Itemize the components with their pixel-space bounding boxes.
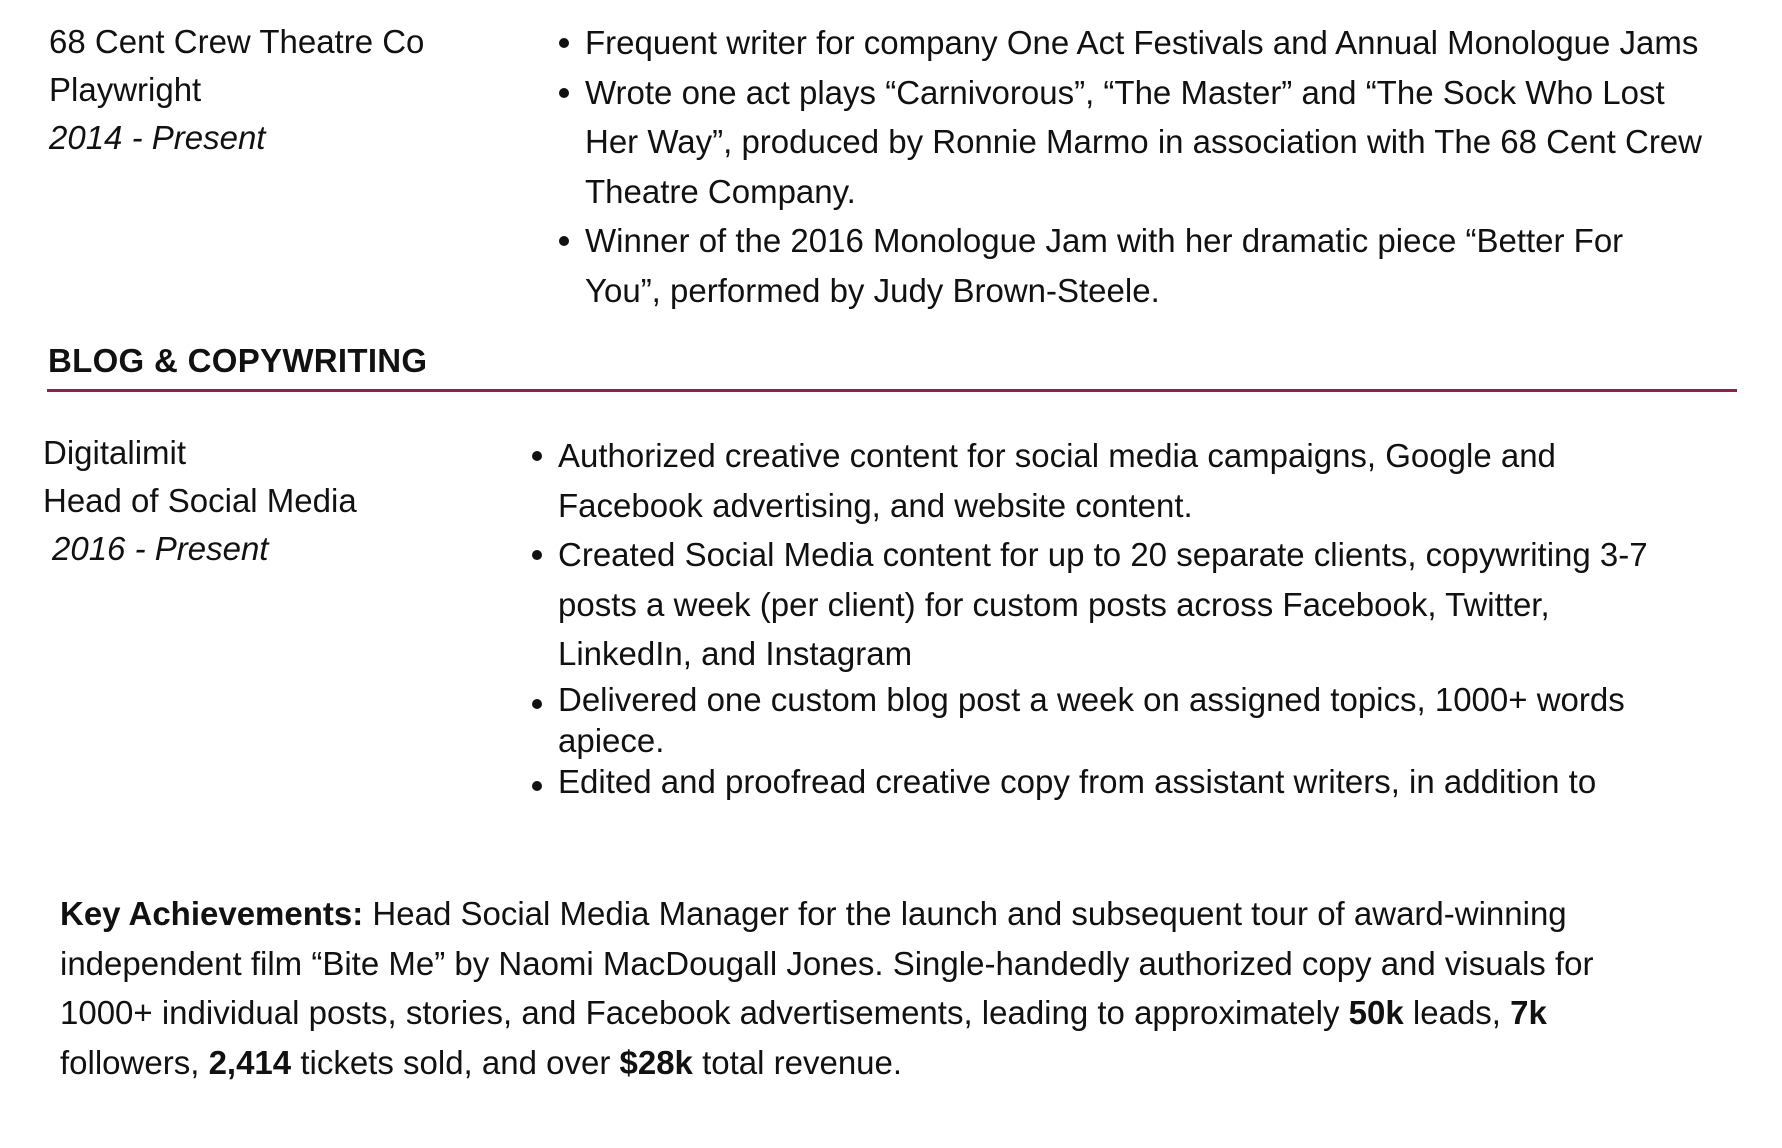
achievements-line: [60, 889, 1740, 939]
bullet-text: apiece.: [558, 721, 665, 759]
bullet-text: Frequent writer for company One Act Festivals and Annual Monologue Jams: [585, 24, 1699, 61]
list-item: [528, 530, 1728, 679]
stat-revenue: $28k: [619, 1043, 693, 1081]
achievements-text: tickets sold, and over: [300, 1043, 611, 1081]
bullet-text: Facebook advertising, and website content.: [558, 486, 1193, 524]
achievements-text: followers,: [60, 1043, 200, 1081]
stat-leads: 50k: [1348, 994, 1404, 1031]
bullet-text: You”, performed by Judy Brown-Steele.: [585, 271, 1160, 309]
job-dates: 2014 - Present: [49, 119, 266, 156]
stat-followers: 7k: [1510, 994, 1547, 1031]
achievements-label: Key Achievements:: [60, 895, 364, 932]
bullet-dot-icon: [532, 699, 542, 709]
job-role: Head of Social Media: [43, 482, 357, 519]
achievements-line: independent film “Bite Me” by Naomi MacDougall Jones. Single-handedly authorized copy and visuals for: [60, 944, 1594, 982]
bullet-text: Delivered one custom blog post a week on assigned topics, 1000+ words: [558, 680, 1625, 718]
achievements-line: [60, 988, 1740, 1038]
list-item: [555, 18, 1755, 68]
bullet-dot-icon: [559, 88, 569, 98]
job-header-theatre: [49, 18, 519, 162]
list-item: [528, 679, 1728, 761]
stat-tickets: 2,414: [208, 1043, 292, 1081]
bullet-dot-icon: [559, 38, 569, 48]
bullet-text: Her Way”, produced by Ronnie Marmo in association with The 68 Cent Crew: [585, 123, 1702, 160]
bullet-text: posts a week (per client) for custom posts across Facebook, Twitter,: [558, 585, 1550, 623]
achievements-text: total revenue.: [702, 1043, 903, 1081]
bullet-text: Wrote one act plays “Carnivorous”, “The Master” and “The Sock Who Lost: [585, 73, 1665, 111]
bullet-dot-icon: [532, 451, 542, 461]
achievements-line: [60, 1038, 1740, 1088]
bullet-dot-icon: [532, 781, 542, 791]
company-name: Digitalimit: [43, 434, 187, 471]
bullet-text: Authorized creative content for social media campaigns, Google and: [558, 437, 1556, 474]
job-header-digitalimit: [43, 429, 503, 573]
list-item: [555, 216, 1755, 315]
job-role: Playwright: [49, 71, 202, 108]
section-divider: [47, 389, 1737, 392]
job-bullets-theatre: [555, 18, 1755, 315]
achievements-text: leads,: [1412, 994, 1501, 1031]
list-item: [528, 761, 1728, 802]
bullet-dot-icon: [532, 550, 542, 560]
key-achievements: [60, 889, 1740, 1087]
bullet-text: Winner of the 2016 Monologue Jam with her dramatic piece “Better For: [585, 222, 1624, 259]
job-bullets-digitalimit: [528, 431, 1728, 802]
job-dates: 2016 - Present: [52, 530, 269, 567]
bullet-text: Theatre Company.: [585, 172, 856, 210]
section-heading: BLOG & COPYWRITING: [48, 342, 428, 379]
bullet-text: Edited and proofread creative copy from assistant writers, in addition to: [558, 762, 1597, 800]
company-name: 68 Cent Crew Theatre Co: [49, 23, 425, 60]
achievements-text: 1000+ individual posts, stories, and Facebook advertisements, leading to approximately: [60, 994, 1340, 1031]
bullet-text: LinkedIn, and Instagram: [558, 635, 913, 672]
achievements-text: Head Social Media Manager for the launch and subsequent tour of award-winning: [372, 895, 1567, 932]
bullet-text: Created Social Media content for up to 20 separate clients, copywriting 3-7: [558, 536, 1648, 573]
list-item: [555, 68, 1755, 217]
list-item: [528, 431, 1728, 530]
bullet-dot-icon: [559, 236, 569, 246]
bullet-list: [555, 18, 1755, 315]
bullet-list: [528, 431, 1728, 802]
